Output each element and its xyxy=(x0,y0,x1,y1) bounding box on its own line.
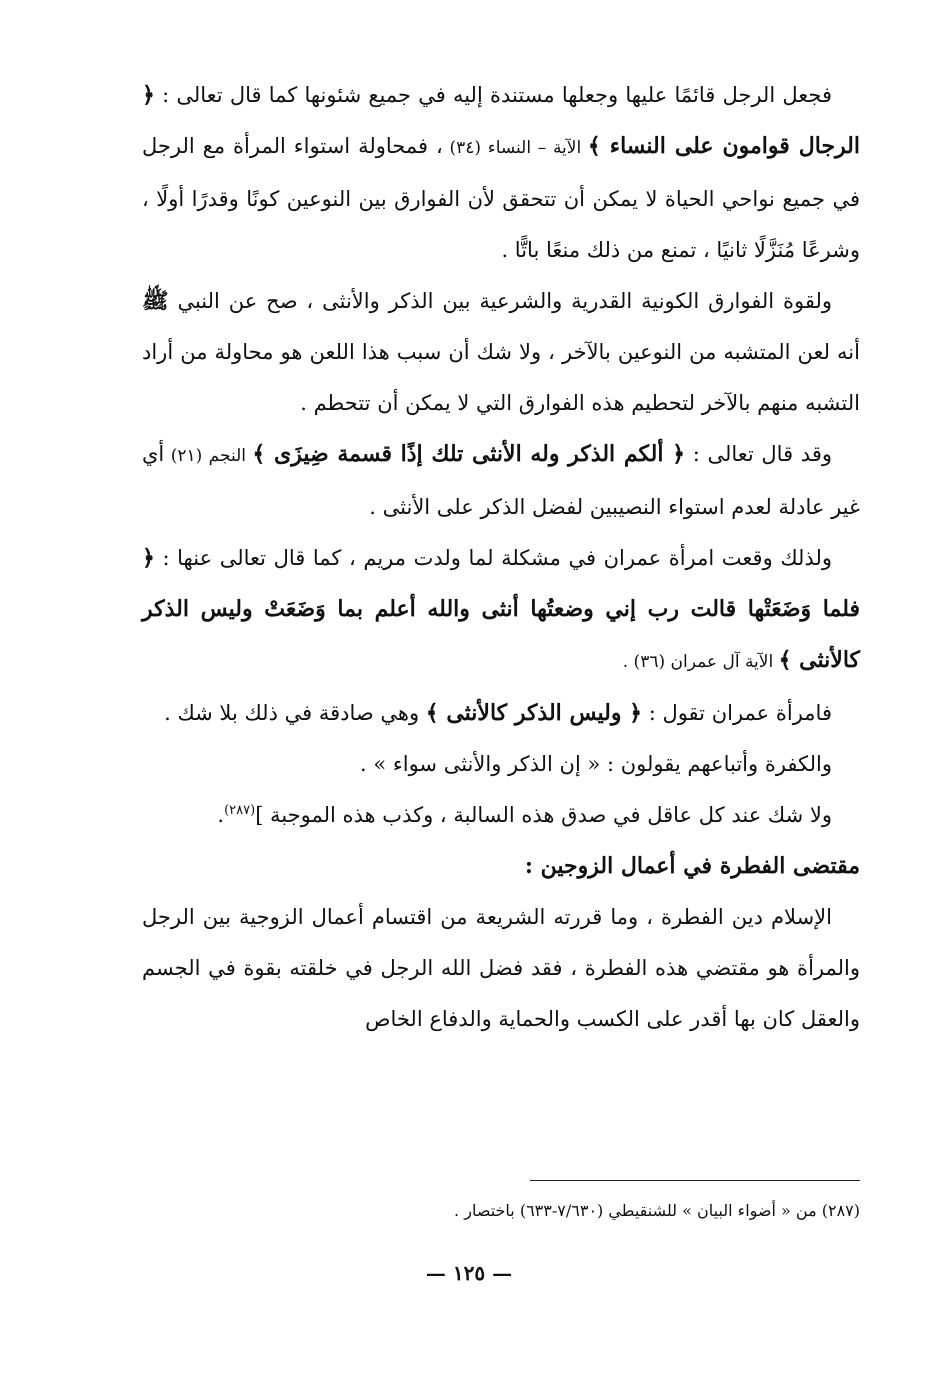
page-number: — ١٢٥ — xyxy=(425,1261,513,1285)
quran-verse: ﴿ وليس الذكر كالأنثى ﴾ xyxy=(425,700,643,726)
section-heading: مقتضى الفطرة في أعمال الزوجين : xyxy=(524,853,860,879)
footnote-reference[interactable]: (٢٨٧) xyxy=(224,803,256,818)
text-run: . xyxy=(217,803,225,827)
text-run: فامرأة عمران تقول : xyxy=(642,701,832,725)
paragraph-6 xyxy=(142,739,860,790)
honorific-glyph: ﷺ xyxy=(142,288,169,314)
text-run: ولا شك عند كل عاقل في صدق هذه السالبة ، وكذب هذه الموجبة ] xyxy=(255,803,832,827)
paragraph-5 xyxy=(142,688,860,739)
text-run: أنه لعن المتشبه من النوعين بالآخر ، ولا شك أن سبب هذا اللعن هو محاولة من أراد التشبه منهم بالآخر لتحطيم هذه الفوارق التي لا يمكن أن تتحطم . xyxy=(142,340,860,415)
footnote-divider xyxy=(530,1180,860,1181)
paragraph-4 xyxy=(142,533,860,688)
quran-verse: ﴿ ألكم الذكر وله الأنثى تلك إذًا قسمة ضِيزَى ﴾ xyxy=(252,441,685,467)
text-run: الإسلام دين الفطرة ، وما قررته الشريعة من اقتسام أعمال الزوجية بين الرجل والمرأة هو مقتضي هذه الفطرة ، فقد فضل الله الرجل في خلقته بقوة في الجسم والعقل كان بها أقدر على الكسب والحماية والدفاع الخاص xyxy=(142,905,860,1031)
paragraph-7 xyxy=(142,790,860,841)
footnote: (٢٨٧) من « أضواء البيان » للشنقيطي (٧/٦٣٠-٦٣٣) باختصار . xyxy=(454,1201,860,1220)
quran-verse: ﴿ الرجال قوامون على النساء ﴾ xyxy=(142,82,860,159)
text-run: أي غير عادلة لعدم استواء النصيبين لفضل الذكر على الأنثى . xyxy=(142,442,860,519)
paragraph-2 xyxy=(142,276,860,429)
paragraph-8 xyxy=(142,892,860,1045)
body-text xyxy=(142,70,860,1045)
verse-reference: الآية – النساء (٣٤) xyxy=(442,138,588,158)
verse-reference: النجم (٢١) xyxy=(164,446,253,466)
text-run: فجعل الرجل قائمًا عليها وجعلها مستندة إليه في جميع شئونها كما قال تعالى : xyxy=(154,83,832,107)
quran-verse: ﴿ فلما وَضَعَتْها قالت رب إني وضعتُها أنثى والله أعلم بما وَضَعَتْ وليس الذكر كالأنثى ﴾ xyxy=(142,545,860,673)
paragraph-3 xyxy=(142,429,860,533)
paragraph-1 xyxy=(142,70,860,276)
verse-reference: الآية آل عمران (٣٦) . xyxy=(622,652,779,672)
text-run: وهي صادقة في ذلك بلا شك . xyxy=(164,701,426,725)
text-run: والكفرة وأتباعهم يقولون : « إن الذكر والأنثى سواء » . xyxy=(360,752,832,776)
text-run: ولقوة الفوارق الكونية القدرية والشرعية بين الذكر والأنثى ، صح عن النبي xyxy=(168,289,832,313)
text-run: وقد قال تعالى : xyxy=(685,442,833,466)
text-run: ولذلك وقعت امرأة عمران في مشكلة لما ولدت مريم ، كما قال تعالى عنها : xyxy=(154,546,832,570)
text-run: ، فمحاولة استواء المرأة مع الرجل في جميع نواحي الحياة لا يمكن أن تتحقق لأن الفوارق بين النوعين كونًا وقدرًا أولًا ، وشرعًا مُنَزَّلًا ثانيًا ، تمنع من ذلك منعًا باتًّا . xyxy=(142,134,860,262)
